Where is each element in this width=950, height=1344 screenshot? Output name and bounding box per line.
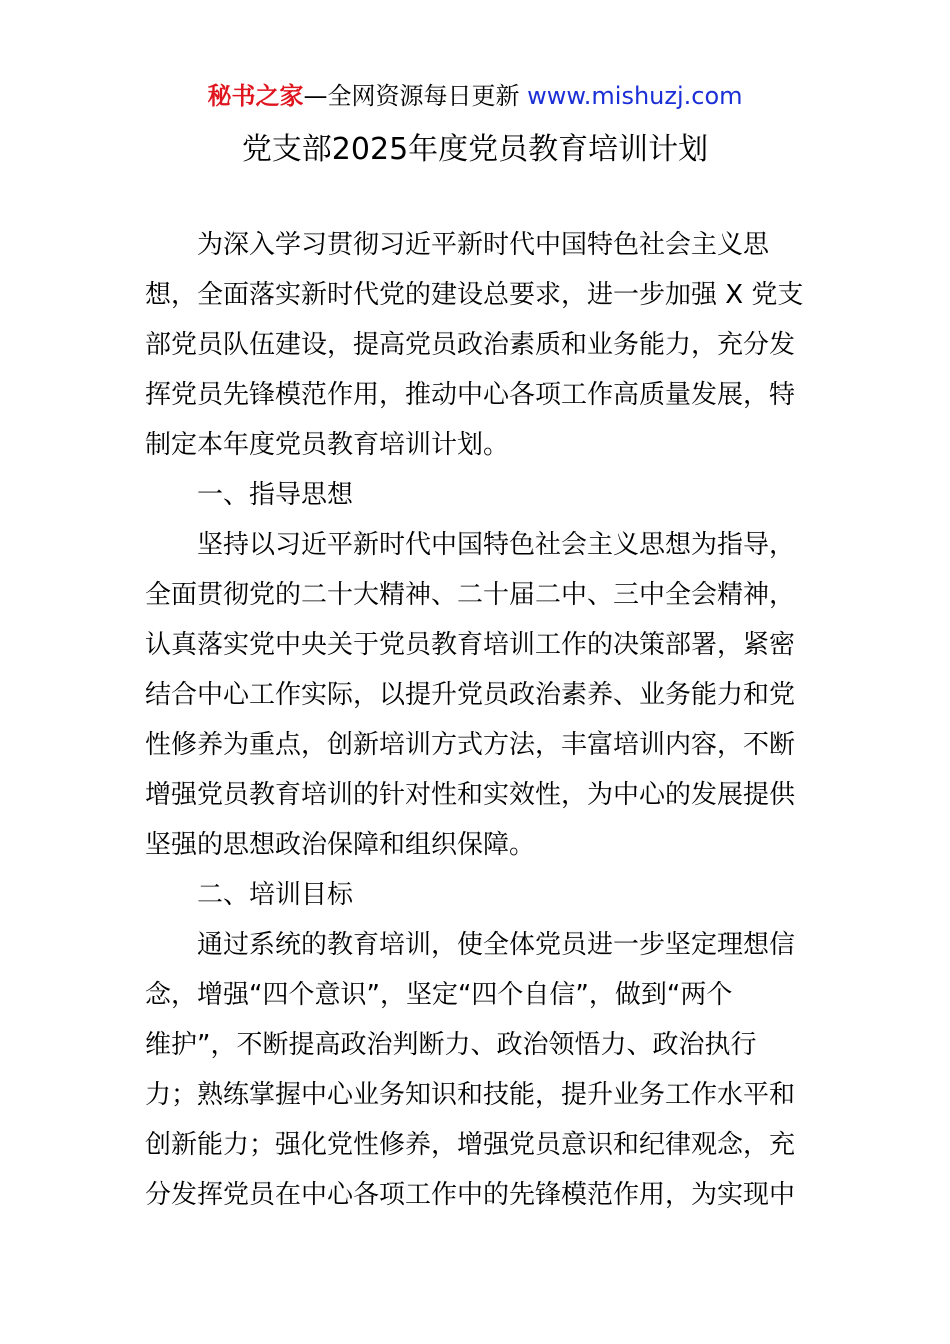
body-line: 通过系统的教育培训，使全体党员进一步坚定理想信 — [197, 930, 796, 960]
body-line: 念，增强“四个意识”，坚定“四个自信”，做到“两个 — [145, 980, 733, 1010]
body-line: 二、培训目标 — [197, 880, 354, 910]
body-line: 挥党员先锋模范作用，推动中心各项工作高质量发展，特 — [145, 380, 796, 410]
document-title: 党支部2025年度党员教育培训计划 — [241, 132, 709, 167]
body-line: 结合中心工作实际，以提升党员政治素养、业务能力和党 — [145, 680, 796, 710]
body-line: 分发挥党员在中心各项工作中的先锋模范作用，为实现中 — [145, 1180, 796, 1210]
site-url-link[interactable]: www.mishuzj.com — [527, 82, 743, 110]
body-line: 增强党员教育培训的针对性和实效性，为中心的发展提供 — [145, 780, 796, 810]
body-line: 坚持以习近平新时代中国特色社会主义思想为指导， — [197, 530, 796, 560]
body-line: 认真落实党中央关于党员教育培训工作的决策部署，紧密 — [145, 630, 796, 660]
body-line: 部党员队伍建设，提高党员政治素质和业务能力，充分发 — [145, 330, 796, 360]
body-line: 维护”，不断提高政治判断力、政治领悟力、政治执行 — [145, 1030, 757, 1060]
document-body — [145, 220, 810, 1220]
body-line: 性修养为重点，创新培训方式方法，丰富培训内容，不断 — [145, 730, 796, 760]
body-line: 坚强的思想政治保障和组织保障。 — [145, 830, 536, 860]
brand-name: 秘书之家 — [207, 82, 304, 110]
body-line: 一、指导思想 — [197, 480, 354, 510]
body-line: 创新能力；强化党性修养，增强党员意识和纪律观念，充 — [145, 1130, 796, 1160]
body-line: 全面贯彻党的二十大精神、二十届二中、三中全会精神， — [145, 580, 796, 610]
body-line: 制定本年度党员教育培训计划。 — [145, 430, 510, 460]
header-tagline: —全网资源每日更新 — [303, 82, 528, 110]
site-header — [0, 80, 950, 112]
body-line: 为深入学习贯彻习近平新时代中国特色社会主义思 — [197, 230, 770, 260]
body-line: 想，全面落实新时代党的建设总要求，进一步加强 X 党支 — [145, 280, 804, 310]
body-line: 力；熟练掌握中心业务知识和技能，提升业务工作水平和 — [145, 1080, 796, 1110]
